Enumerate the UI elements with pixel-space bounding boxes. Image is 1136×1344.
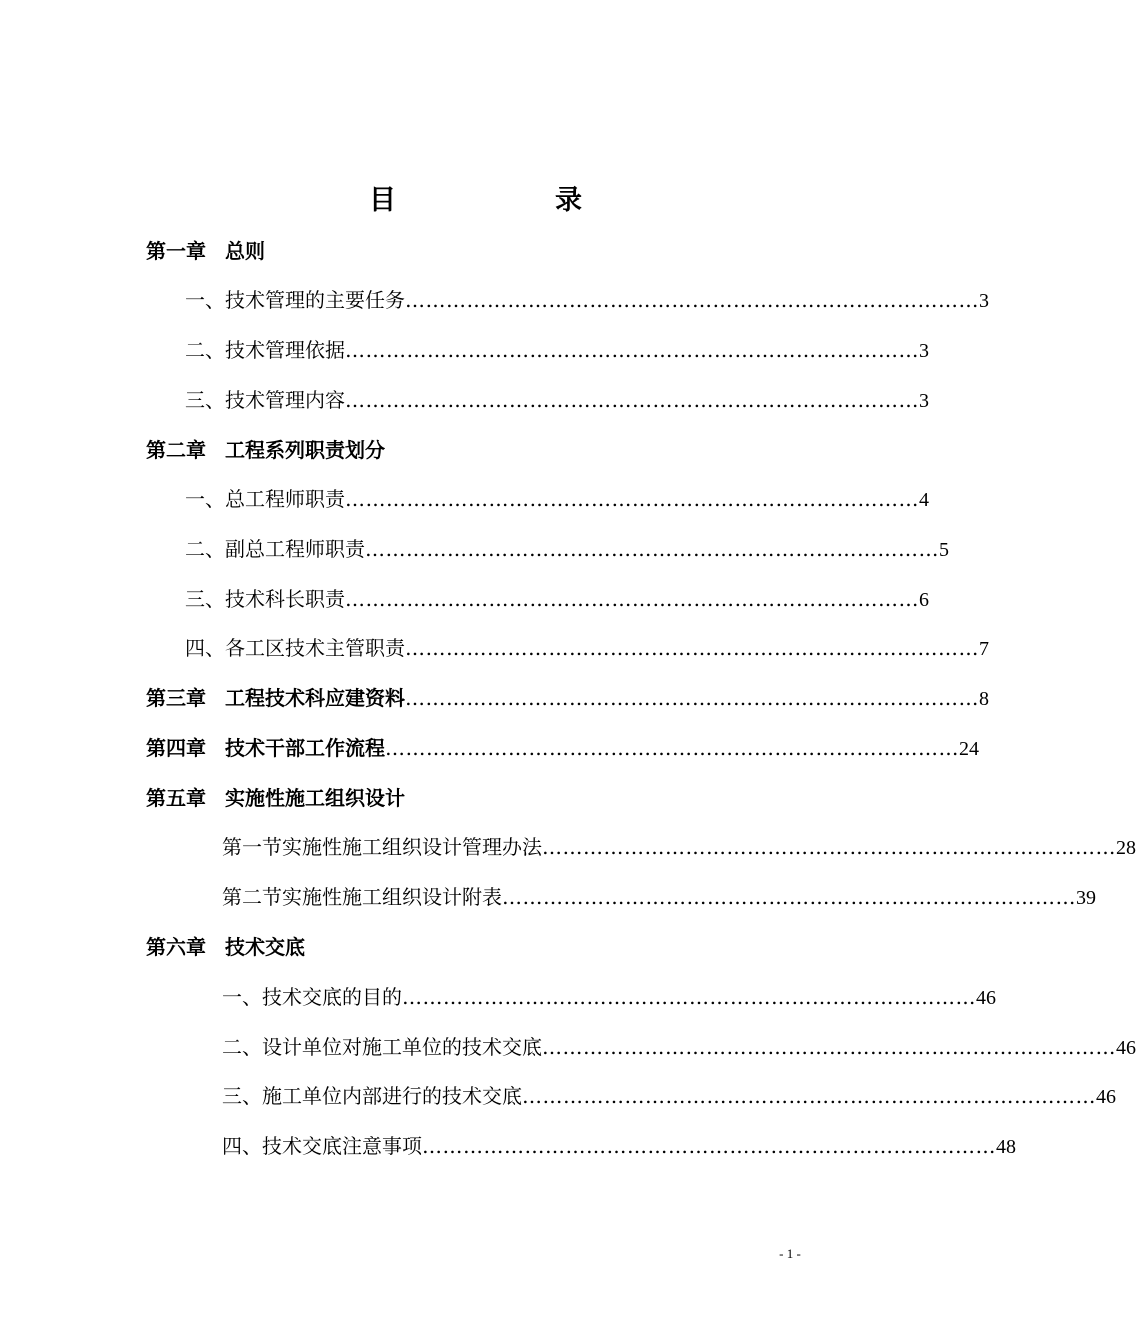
- leader-dots: …………………………………………………………………………: [365, 537, 939, 561]
- leader-dots: …………………………………………………………………………: [405, 636, 979, 660]
- toc-title: [0, 181, 950, 221]
- chapter-title: 总则: [225, 239, 265, 263]
- toc-entry[interactable]: [222, 832, 1136, 862]
- chapter-title: 技术干部工作流程: [225, 736, 385, 760]
- toc-page-number: 28: [1116, 837, 1136, 859]
- toc-page-number: 3: [919, 340, 929, 362]
- toc-entry[interactable]: [185, 335, 929, 365]
- toc-entry-label: 三、施工单位内部进行的技术交底: [222, 1084, 522, 1108]
- chapter-number: 第四章: [146, 736, 206, 760]
- toc-page-number: 46: [1096, 1086, 1116, 1108]
- leader-dots: …………………………………………………………………………: [522, 1084, 1096, 1108]
- toc-title-char-1: 目: [369, 185, 396, 216]
- toc-page-number: 3: [919, 390, 929, 412]
- toc-chapter-4[interactable]: [146, 733, 979, 763]
- toc-entry-label: 一、总工程师职责: [185, 487, 345, 511]
- toc-chapter-5: [146, 783, 405, 813]
- page-number-footer: - 1 -: [779, 1246, 801, 1261]
- toc-chapter-6: [146, 932, 305, 962]
- leader-dots: …………………………………………………………………………: [345, 388, 919, 412]
- toc-entry[interactable]: [185, 385, 929, 415]
- chapter-number: 第五章: [146, 786, 206, 810]
- toc-page-number: 48: [996, 1136, 1016, 1158]
- toc-entry-label: 二、副总工程师职责: [185, 537, 365, 561]
- toc-page-number: 8: [979, 688, 989, 710]
- toc-page-number: 5: [939, 539, 949, 561]
- chapter-number: 第六章: [146, 935, 206, 959]
- toc-entry-label: 三、技术科长职责: [185, 587, 345, 611]
- toc-page-number: 4: [919, 489, 929, 511]
- toc-entry[interactable]: [185, 534, 949, 564]
- toc-entry[interactable]: [222, 1032, 1136, 1062]
- toc-entry-label: 第二节实施性施工组织设计附表: [222, 885, 502, 909]
- toc-entry-label: 一、技术管理的主要任务: [185, 288, 405, 312]
- chapter-heading: [146, 733, 385, 763]
- leader-dots: …………………………………………………………………………: [542, 1035, 1116, 1059]
- toc-entry[interactable]: [185, 484, 929, 514]
- toc-chapter-2: [146, 435, 385, 465]
- toc-page-number: 6: [919, 589, 929, 611]
- toc-entry-label: 第一节实施性施工组织设计管理办法: [222, 835, 542, 859]
- toc-page-number: 46: [976, 987, 996, 1009]
- leader-dots: …………………………………………………………………………: [345, 338, 919, 362]
- toc-entry-label: 一、技术交底的目的: [222, 985, 402, 1009]
- chapter-title: 工程系列职责划分: [225, 438, 385, 462]
- toc-entry[interactable]: [222, 882, 1096, 912]
- chapter-title: 实施性施工组织设计: [225, 786, 405, 810]
- toc-entry[interactable]: [222, 1131, 1016, 1161]
- toc-page-number: 46: [1116, 1037, 1136, 1059]
- leader-dots: …………………………………………………………………………: [385, 736, 959, 760]
- leader-dots: …………………………………………………………………………: [542, 835, 1116, 859]
- leader-dots: …………………………………………………………………………: [405, 288, 979, 312]
- chapter-number: 第三章: [146, 686, 206, 710]
- toc-chapter-3[interactable]: [146, 683, 989, 713]
- toc-page-number: 24: [959, 738, 979, 760]
- leader-dots: …………………………………………………………………………: [402, 985, 976, 1009]
- toc-entry[interactable]: [185, 633, 989, 663]
- chapter-number: 第一章: [146, 239, 206, 263]
- chapter-title: 技术交底: [225, 935, 305, 959]
- chapter-number: 第二章: [146, 438, 206, 462]
- toc-entry[interactable]: [222, 1081, 1116, 1111]
- leader-dots: …………………………………………………………………………: [422, 1134, 996, 1158]
- toc-title-char-2: 录: [555, 185, 582, 216]
- leader-dots: …………………………………………………………………………: [345, 487, 919, 511]
- toc-entry-label: 二、设计单位对施工单位的技术交底: [222, 1035, 542, 1059]
- leader-dots: …………………………………………………………………………: [502, 885, 1076, 909]
- toc-page-number: 3: [979, 290, 989, 312]
- leader-dots: …………………………………………………………………………: [405, 686, 979, 710]
- toc-entry[interactable]: [185, 584, 929, 614]
- toc-entry-label: 三、技术管理内容: [185, 388, 345, 412]
- toc-page-number: 39: [1076, 887, 1096, 909]
- chapter-heading: [146, 683, 405, 713]
- toc-page-number: 7: [979, 638, 989, 660]
- toc-chapter-1: [146, 236, 265, 266]
- leader-dots: …………………………………………………………………………: [345, 587, 919, 611]
- toc-entry-label: 二、技术管理依据: [185, 338, 345, 362]
- toc-entry-label: 四、各工区技术主管职责: [185, 636, 405, 660]
- toc-entry[interactable]: [185, 285, 989, 315]
- chapter-title: 工程技术科应建资料: [225, 686, 405, 710]
- toc-entry-label: 四、技术交底注意事项: [222, 1134, 422, 1158]
- toc-entry[interactable]: [222, 982, 996, 1012]
